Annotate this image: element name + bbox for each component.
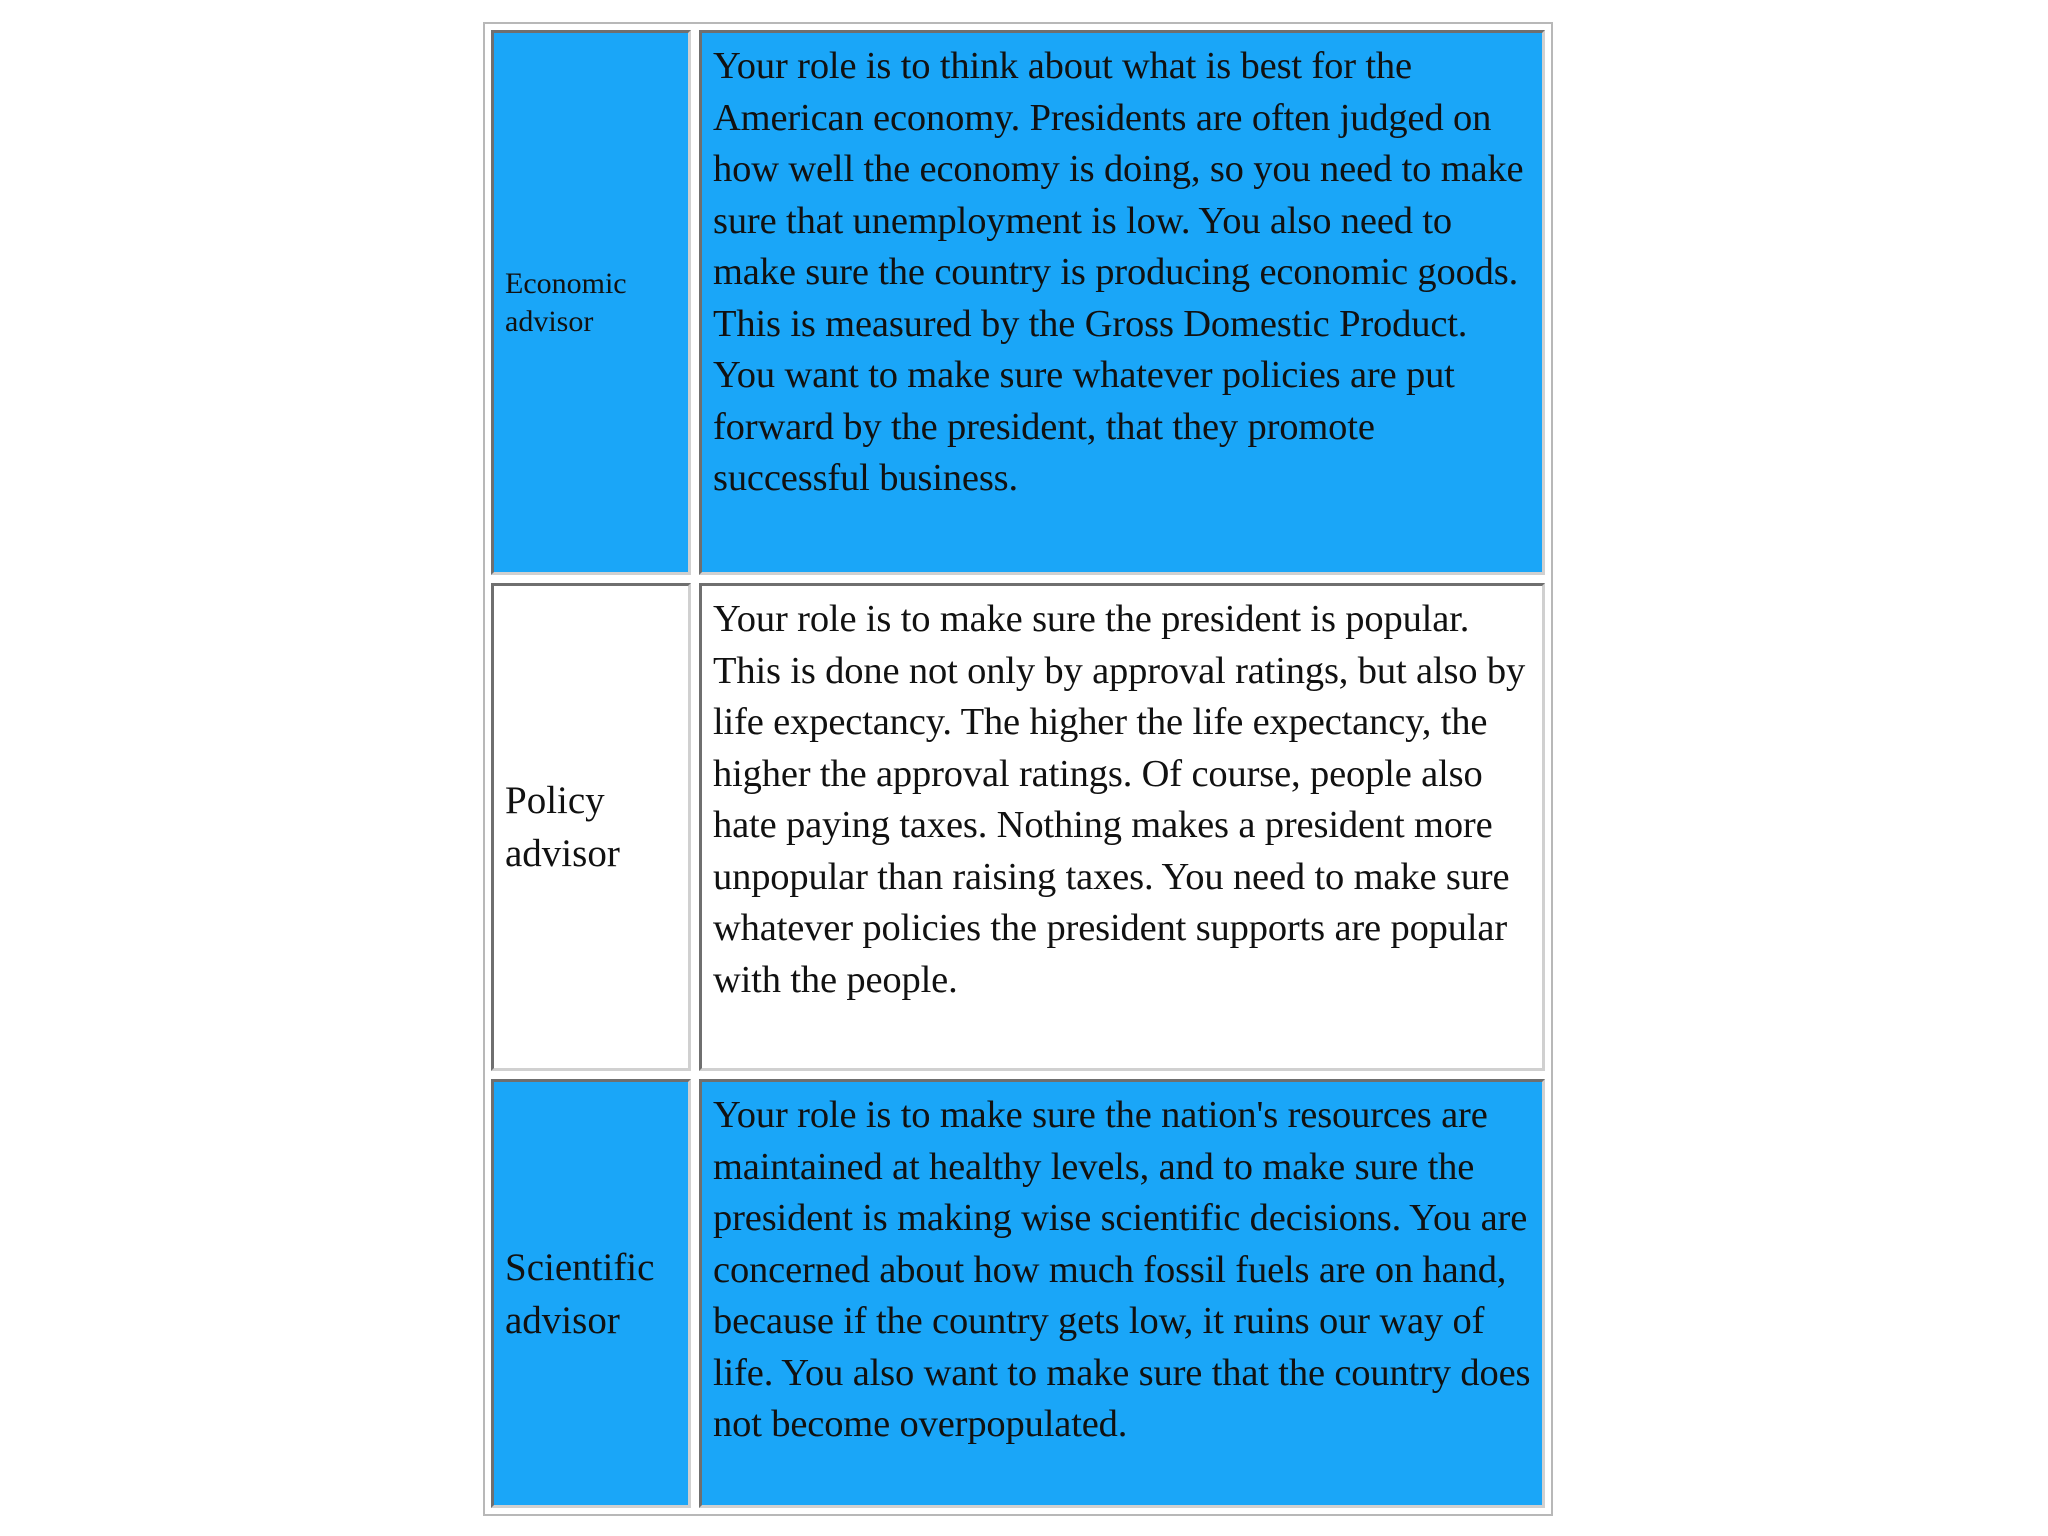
policy-advisor-description: Your role is to make sure the president is popular. This is done not only by approval ratings, but also by life expectancy. The higher the life expectancy, the higher the approval ratings. Of course, people also hate paying taxes. Nothing makes a president more unpopular than raising taxes. You need to make sure whatever policies the president supports are popular with the people. [713, 598, 1526, 1001]
scientific-advisor-description-cell [699, 1079, 1545, 1508]
scientific-advisor-role-label: Scientific advisor [505, 1245, 655, 1342]
policy-advisor-role-label: Policy advisor [505, 779, 620, 875]
policy-advisor-role-cell [491, 583, 691, 1071]
economic-advisor-description: Your role is to think about what is best for the American economy. Presidents are often judged on how well the economy is doing, so you need to make sure that unemployment is low. You also need to make sure the country is producing economic goods. This is measured by the Gross Domestic Product. You want to make sure whatever policies are put forward by the president, that they promote successful business. [713, 45, 1524, 499]
economic-advisor-role-label: Economic advisor [505, 266, 627, 338]
economic-advisor-role-cell [491, 30, 691, 575]
policy-advisor-description-cell [699, 583, 1545, 1071]
advisor-roles-table [483, 22, 1553, 1516]
scientific-advisor-role-cell [491, 1079, 691, 1508]
scientific-advisor-description: Your role is to make sure the nation's resources are maintained at healthy levels, and to make sure the president is making wise scientific decisions. You are concerned about how much fossil fuels are on hand, because if the country gets low, it ruins our way of life. You also want to make sure that the country does not become overpopulated. [713, 1094, 1531, 1445]
economic-advisor-description-cell [699, 30, 1545, 575]
